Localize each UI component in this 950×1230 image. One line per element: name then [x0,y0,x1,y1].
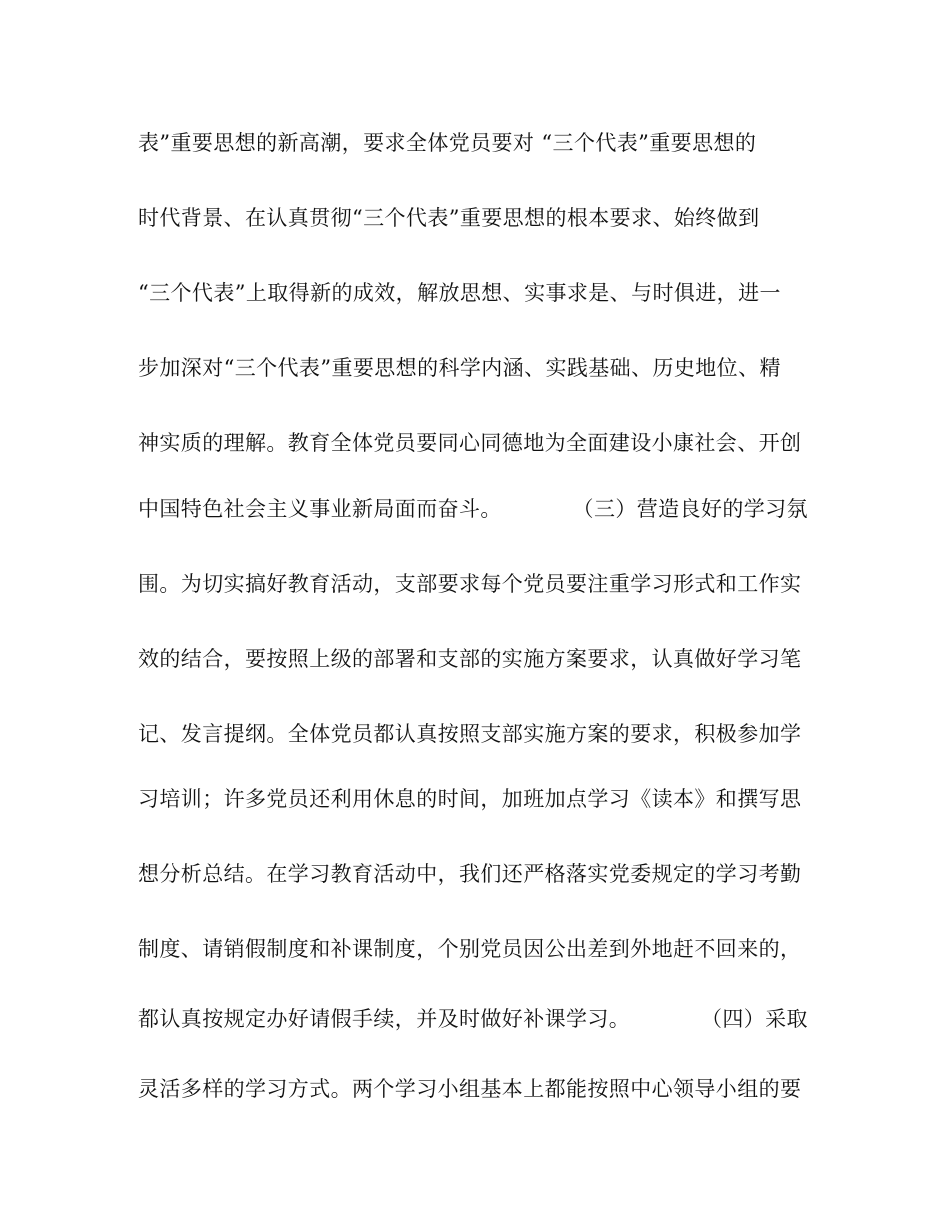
text-line: 神实质的理解。教育全体党员要同心同德地为全面建设小康社会、开创 [138,431,802,455]
text-line: 步加深对“三个代表”重要思想的科学内涵、实践基础、历史地位、精 [138,356,781,380]
text-line: 制度、请销假制度和补课制度，个别党员因公出差到外地赶不回来的， [138,937,802,961]
text-line: 中国特色社会主义事业新局面而奋斗。 （三）营造良好的学习氛 [138,497,808,521]
text-line: 表”重要思想的新高潮，要求全体党员要对 “三个代表”重要思想的 [138,131,757,155]
text-line: 想分析总结。在学习教育活动中，我们还严格落实党委规定的学习考勤 [138,862,802,886]
text-line: 都认真按规定办好请假手续，并及时做好补课学习。 （四）采取 [138,1007,808,1031]
text-line: 记、发言提纲。全体党员都认真按照支部实施方案的要求，积极参加学 [138,722,802,746]
text-line: 灵活多样的学习方式。两个学习小组基本上都能按照中心领导小组的要 [138,1077,802,1101]
text-line: 效的结合，要按照上级的部署和支部的实施方案要求，认真做好学习笔 [138,647,802,671]
text-line: “三个代表”上取得新的成效，解放思想、实事求是、与时俱进，进一 [138,281,781,305]
text-line: 习培训；许多党员还利用休息的时间，加班加点学习《读本》和撰写思 [138,787,802,811]
text-line: 时代背景、在认真贯彻“三个代表”重要思想的根本要求、始终做到 [138,206,760,230]
text-line: 围。为切实搞好教育活动，支部要求每个党员要注重学习形式和工作实 [138,572,802,596]
